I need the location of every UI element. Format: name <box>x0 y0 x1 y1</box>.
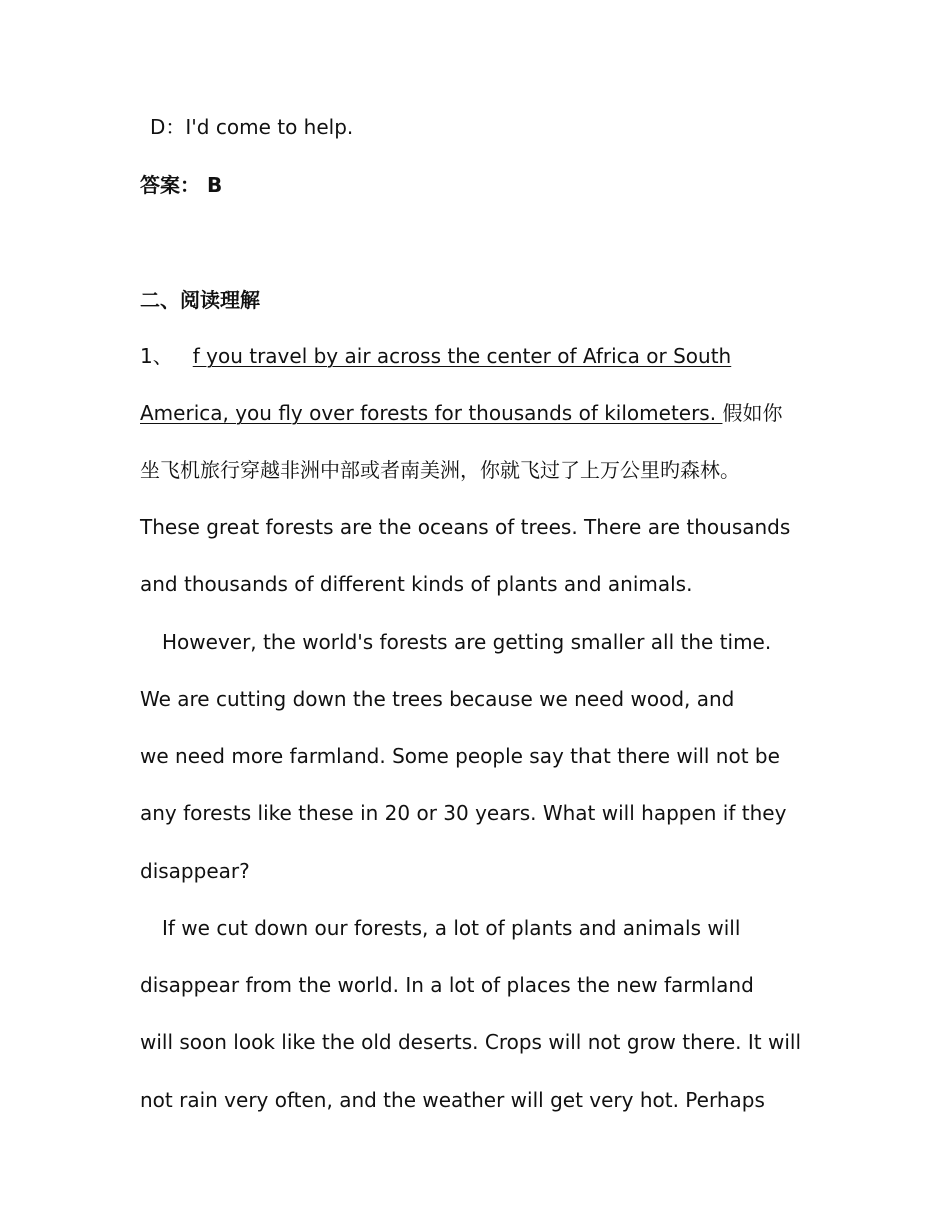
question-1-first-line <box>140 342 731 370</box>
translation-start: 假如你 <box>722 401 783 425</box>
paragraph-2-start: However, the world's forests are getting smaller all the time. <box>162 630 772 654</box>
passage-line: disappear? <box>140 859 250 883</box>
paragraph-3-start: If we cut down our forests, a lot of plants and animals will <box>162 916 741 940</box>
passage-line: we need more farmland. Some people say that there will not be <box>140 744 780 768</box>
question-number: 1、 <box>140 344 173 368</box>
passage-line: any forests like these in 20 or 30 years. What will happen if they <box>140 801 787 825</box>
passage-line: will soon look like the old deserts. Crops will not grow there. It will <box>140 1030 802 1054</box>
passage-line: disappear from the world. In a lot of places the new farmland <box>140 973 754 997</box>
translation-line: 坐飞机旅行穿越非洲中部或者南美洲，你就飞过了上万公里旳森林。 <box>140 458 740 482</box>
answer-line: 答案： B <box>140 173 223 197</box>
passage-line: These great forests are the oceans of trees. There are thousands <box>140 515 791 539</box>
underlined-sentence-part2: America, you fly over forests for thousands of kilometers. <box>140 401 723 425</box>
passage-line <box>140 399 782 427</box>
section-heading: 二、阅读理解 <box>140 288 260 312</box>
passage-line: We are cutting down the trees because we need wood, and <box>140 687 735 711</box>
option-d: D：I'd come to help. <box>150 115 354 139</box>
passage-line: and thousands of different kinds of plants and animals. <box>140 572 693 596</box>
underlined-sentence-part1: f you travel by air across the center of Africa or South <box>192 344 732 368</box>
passage-line: not rain very often, and the weather will get very hot. Perhaps <box>140 1088 765 1112</box>
